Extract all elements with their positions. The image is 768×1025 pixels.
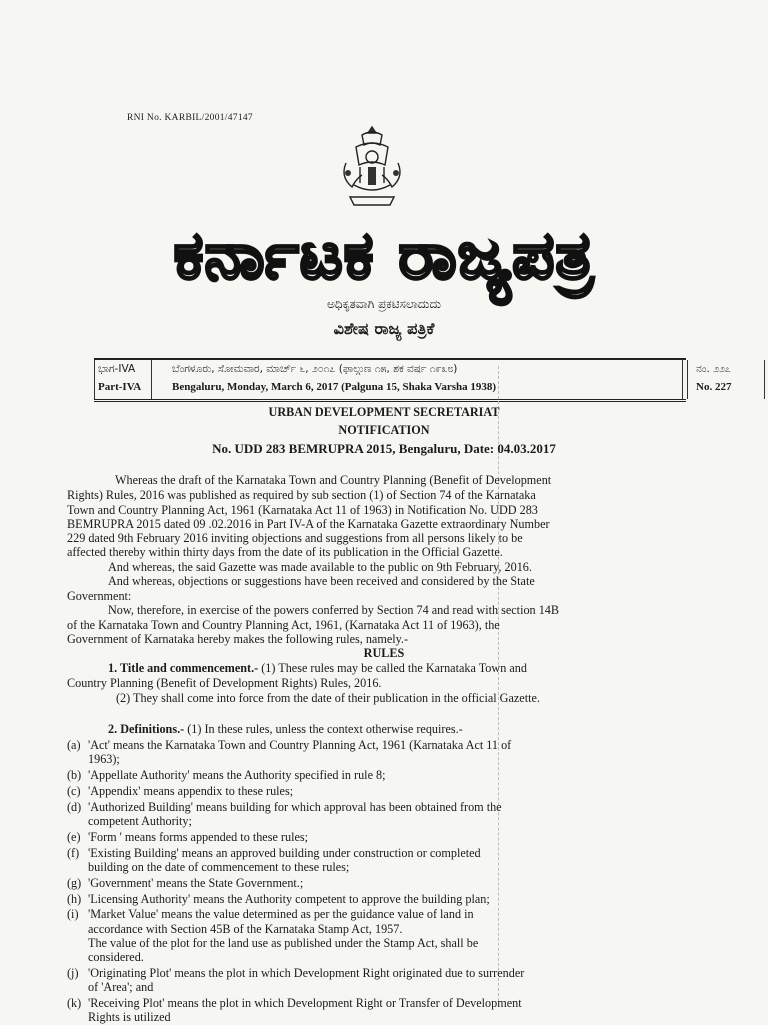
paragraph-line: BEMRUPRA 2015 dated 09 .02.2016 in Part IV-A of the Karnataka Gazette extraordinary Number: [67, 517, 550, 531]
gazette-masthead: ಕರ್ನಾಟಕ ರಾಜ್ಯಪತ್ರ: [173, 217, 595, 294]
definition-label: (a): [67, 738, 81, 752]
rule-1-title: 1. Title and commencement.-: [108, 661, 259, 675]
rule-2-text: (1) In these rules, unless the context otherwise requires.-: [184, 722, 463, 736]
rule-2-line: [108, 722, 463, 737]
paragraph-line: of the Karnataka Town and Country Planning Act, 1961, (Karnataka Act 11 of 1963), the: [67, 618, 500, 632]
special-gazette-label: ವಿಶೇಷ ರಾಜ್ಯ ಪತ್ರಿಕೆ: [333, 319, 435, 338]
rule-1-line-2: Country Planning (Benefit of Development Rights) Rules, 2016.: [67, 676, 382, 690]
definition-text: Rights is utilized: [88, 1010, 171, 1025]
definition-text: 'Form ' means forms appended to these rules;: [88, 829, 308, 844]
definition-text: 'Originating Plot' means the plot in which Development Right originated due to surrender: [88, 966, 525, 980]
definition-text: accordance with Section 45B of the Karnataka Stamp Act, 1957.: [88, 921, 403, 936]
paragraph-line: Now, therefore, in exercise of the powers conferred by Section 74 and read with section 14B: [108, 603, 560, 617]
definition-text: of 'Area'; and: [88, 980, 154, 995]
part-en: Part-IVA: [98, 381, 142, 393]
definition-text: 'Licensing Authority' means the Authority competent to approve the building plan;: [88, 891, 490, 906]
date-kn: ಬೆಂಗಳೂರು, ಸೋಮವಾರ, ಮಾರ್ಚ್ ೬, ೨೦೧೭ (ಫಾಲ್ಗುಣ ೧೫, ಶಕ ವರ್ಷ ೧೯೩೮): [172, 363, 458, 375]
rule-1-line: [108, 661, 527, 676]
date-en: Bengaluru, Monday, March 6, 2017 (Palguna 15, Shaka Varsha 1938): [172, 381, 497, 393]
definition-text: 'Act' means the Karnataka Town and Country Planning Act, 1961 (Karnataka Act 11 of: [88, 738, 512, 752]
definition-text: 'Market Value' means the value determined as per the guidance value of land in: [88, 907, 474, 922]
paragraph-line: And whereas, the said Gazette was made available to the public on 9th February, 2016.: [108, 560, 532, 574]
definition-text: 'Authorized Building' means building for which approval has been obtained from the: [88, 799, 502, 814]
definition-text: building on the date of commencement to these rules;: [88, 859, 350, 874]
definition-text: considered.: [88, 950, 144, 965]
definition-label: (f): [67, 845, 80, 860]
definition-label: (b): [67, 768, 82, 783]
definition-text: 'Existing Building' means an approved building under construction or completed: [88, 845, 481, 860]
notification-heading: NOTIFICATION: [338, 423, 430, 437]
definition-label: (k): [67, 996, 82, 1011]
paragraph-line: And whereas, objections or suggestions have been received and considered by the State: [108, 574, 535, 588]
definition-label: (d): [67, 799, 82, 814]
rni-number: RNI No. KARBIL/2001/47147: [127, 113, 253, 123]
paragraph-line: affected thereby within thirty days from the date of its publication in the Official Gazette.: [67, 545, 503, 559]
paragraph-line: Rights) Rules, 2016 was published as required by sub section (1) of Section 74 of the Karnataka: [67, 488, 536, 502]
definition-text: The value of the plot for the land use as published under the Stamp Act, shall be: [88, 935, 479, 950]
separator-cell: [682, 360, 688, 399]
rules-heading: RULES: [363, 646, 405, 660]
published-by-authority: ಅಧಿಕೃತವಾಗಿ ಪ್ರಕಟಿಸಲಾದುದು: [326, 297, 442, 311]
number-cell: [690, 360, 765, 399]
part-cell: [94, 360, 152, 399]
number-kn: ನಂ. ೨೨೭: [696, 363, 731, 375]
paragraph-line: Whereas the draft of the Karnataka Town and Country Planning (Benefit of Development: [115, 473, 552, 487]
definition-label: (i): [67, 907, 79, 922]
definition-text: competent Authority;: [88, 814, 192, 828]
scan-fold-line: [498, 366, 499, 1006]
definition-label: (j): [67, 966, 79, 980]
definition-text: 'Appellate Authority' means the Authority specified in rule 8;: [88, 768, 386, 783]
paragraph-line: Government of Karnataka hereby makes the following rules, namely.-: [67, 632, 409, 646]
definition-text: 'Appendix' means appendix to these rules;: [88, 783, 294, 798]
definition-text: 'Government' means the State Government.;: [88, 875, 304, 890]
rule-1-sub-2: (2) They shall come into force from the date of their publication in the official Gazette.: [116, 691, 540, 705]
rule-2-title: 2. Definitions.-: [108, 722, 185, 736]
paragraph-line: Town and Country Planning Act, 1961 (Karnataka Act 11 of 1963) in Notification No. UDD 283: [67, 503, 538, 517]
part-kn: ಭಾಗ-IVA: [98, 363, 136, 375]
notification-reference: No. UDD 283 BEMRUPRA 2015, Bengaluru, Date: 04.03.2017: [212, 441, 556, 456]
definition-text: 1963);: [88, 752, 120, 767]
definition-label: (h): [67, 891, 82, 906]
number-en: No. 227: [696, 381, 732, 393]
definition-label: (c): [67, 783, 81, 798]
definition-label: (g): [67, 875, 82, 890]
department-title: URBAN DEVELOPMENT SECRETARIAT: [268, 405, 500, 419]
issue-header-table: [94, 358, 732, 402]
rule-1-text: (1) These rules may be called the Karnataka Town and: [258, 661, 527, 675]
definition-label: (e): [67, 829, 81, 844]
definition-text: 'Receiving Plot' means the plot in which Development Right or Transfer of Development: [88, 996, 522, 1011]
state-emblem-icon: [334, 123, 410, 213]
date-cell: [150, 360, 682, 399]
paragraph-line: 229 dated 9th February 2016 inviting objections and suggestions from all persons likely to be: [67, 531, 523, 545]
paragraph-line: Government:: [67, 589, 132, 603]
